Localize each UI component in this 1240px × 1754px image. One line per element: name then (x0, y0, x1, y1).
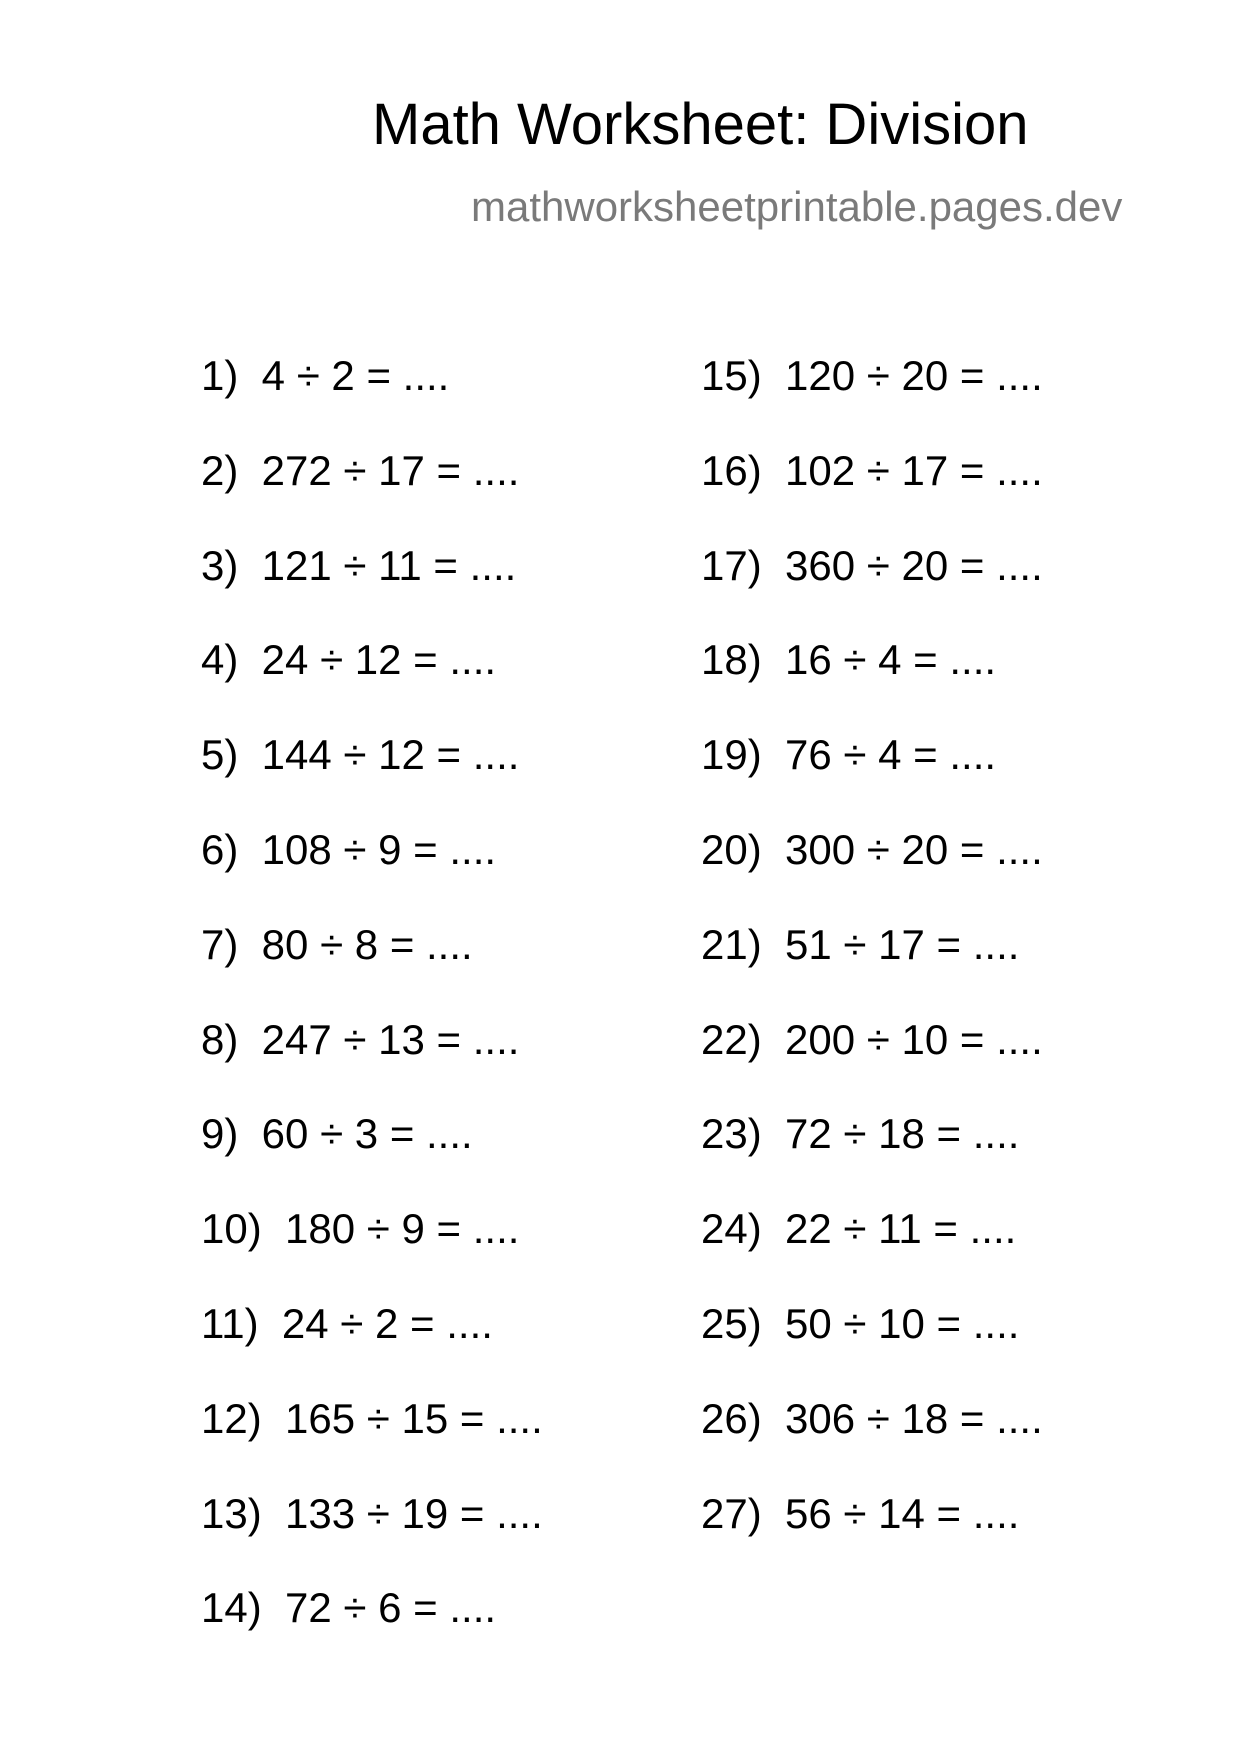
problem-21: 21) 51 ÷ 17 = .... (701, 920, 1020, 968)
problem-12: 12) 165 ÷ 15 = .... (201, 1394, 543, 1442)
page-title: Math Worksheet: Division (372, 92, 1029, 157)
problem-22: 22) 200 ÷ 10 = .... (701, 1015, 1043, 1063)
problem-11: 11) 24 ÷ 2 = .... (201, 1299, 493, 1347)
problem-20: 20) 300 ÷ 20 = .... (701, 825, 1043, 873)
problem-17: 17) 360 ÷ 20 = .... (701, 541, 1043, 589)
problem-23: 23) 72 ÷ 18 = .... (701, 1110, 1020, 1158)
problem-6: 6) 108 ÷ 9 = .... (201, 825, 497, 873)
problem-19: 19) 76 ÷ 4 = .... (701, 731, 997, 779)
problem-7: 7) 80 ÷ 8 = .... (201, 920, 473, 968)
problem-3: 3) 121 ÷ 11 = .... (201, 541, 517, 589)
problems-column-right (701, 352, 1043, 1587)
problem-2: 2) 272 ÷ 17 = .... (201, 446, 520, 494)
problem-14: 14) 72 ÷ 6 = .... (201, 1584, 497, 1632)
problem-1: 1) 4 ÷ 2 = .... (201, 352, 450, 399)
problem-18: 18) 16 ÷ 4 = .... (701, 636, 997, 684)
problem-15: 15) 120 ÷ 20 = .... (701, 352, 1043, 399)
problem-8: 8) 247 ÷ 13 = .... (201, 1015, 520, 1063)
problem-10: 10) 180 ÷ 9 = .... (201, 1205, 520, 1253)
problem-9: 9) 60 ÷ 3 = .... (201, 1110, 473, 1158)
problem-25: 25) 50 ÷ 10 = .... (701, 1299, 1020, 1347)
problem-27: 27) 56 ÷ 14 = .... (701, 1489, 1020, 1537)
problem-4: 4) 24 ÷ 12 = .... (201, 636, 497, 684)
problems-column-left (201, 352, 543, 1682)
problem-5: 5) 144 ÷ 12 = .... (201, 731, 520, 779)
problem-13: 13) 133 ÷ 19 = .... (201, 1489, 543, 1537)
site-url: mathworksheetprintable.pages.dev (471, 183, 1123, 230)
problem-26: 26) 306 ÷ 18 = .... (701, 1394, 1043, 1442)
problem-16: 16) 102 ÷ 17 = .... (701, 446, 1043, 494)
problem-24: 24) 22 ÷ 11 = .... (701, 1205, 1017, 1253)
